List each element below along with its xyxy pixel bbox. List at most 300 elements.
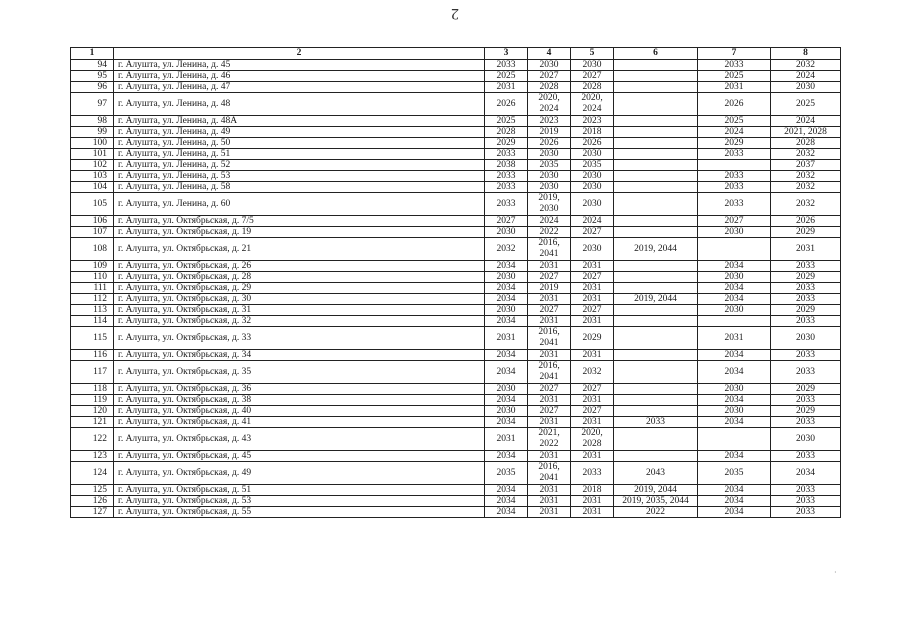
cell-col-5-year: 2018 bbox=[571, 127, 614, 138]
header-col-7: 7 bbox=[698, 48, 771, 60]
header-row bbox=[71, 48, 841, 60]
cell-address: г. Алушта, ул. Октябрьская, д. 34 bbox=[114, 350, 485, 361]
cell-col-8-year: 2030 bbox=[771, 428, 841, 451]
cell-col-8-year: 2033 bbox=[771, 496, 841, 507]
cell-col-7-year: 2033 bbox=[698, 149, 771, 160]
cell-col-8-year: 2030 bbox=[771, 327, 841, 350]
cell-col-3-year: 2033 bbox=[485, 193, 528, 216]
cell-address: г. Алушта, ул. Октябрьская, д. 31 bbox=[114, 305, 485, 316]
cell-address: г. Алушта, ул. Октябрьская, д. 33 bbox=[114, 327, 485, 350]
cell-col-3-year: 2031 bbox=[485, 327, 528, 350]
table-row bbox=[71, 60, 841, 71]
cell-address: г. Алушта, ул. Ленина, д. 45 bbox=[114, 60, 485, 71]
cell-col-8-year: 2033 bbox=[771, 395, 841, 406]
cell-row-number: 113 bbox=[71, 305, 114, 316]
cell-col-6-years bbox=[614, 182, 698, 193]
cell-col-6-years bbox=[614, 350, 698, 361]
cell-col-4-year: 2027 bbox=[528, 384, 571, 395]
cell-col-7-year: 2031 bbox=[698, 327, 771, 350]
cell-col-5-year: 2033 bbox=[571, 462, 614, 485]
cell-col-4-year: 2019 bbox=[528, 283, 571, 294]
cell-row-number: 116 bbox=[71, 350, 114, 361]
table-row bbox=[71, 227, 841, 238]
cell-col-3-year: 2030 bbox=[485, 406, 528, 417]
cell-col-7-year: 2034 bbox=[698, 283, 771, 294]
cell-col-4-year: 2031 bbox=[528, 350, 571, 361]
cell-col-8-year: 2033 bbox=[771, 451, 841, 462]
table-row bbox=[71, 82, 841, 93]
cell-col-4-year: 2030 bbox=[528, 149, 571, 160]
cell-col-8-year: 2025 bbox=[771, 93, 841, 116]
cell-col-8-year: 2033 bbox=[771, 294, 841, 305]
cell-row-number: 95 bbox=[71, 71, 114, 82]
cell-col-7-year: 2034 bbox=[698, 261, 771, 272]
cell-col-4-year: 2021, 2022 bbox=[528, 428, 571, 451]
cell-row-number: 104 bbox=[71, 182, 114, 193]
cell-col-5-year: 2030 bbox=[571, 182, 614, 193]
cell-col-5-year: 2030 bbox=[571, 171, 614, 182]
cell-row-number: 98 bbox=[71, 116, 114, 127]
cell-address: г. Алушта, ул. Октябрьская, д. 38 bbox=[114, 395, 485, 406]
cell-row-number: 107 bbox=[71, 227, 114, 238]
table-row bbox=[71, 182, 841, 193]
cell-col-4-year: 2023 bbox=[528, 116, 571, 127]
cell-col-7-year: 2034 bbox=[698, 361, 771, 384]
cell-address: г. Алушта, ул. Ленина, д. 47 bbox=[114, 82, 485, 93]
cell-col-6-years bbox=[614, 138, 698, 149]
cell-col-6-years bbox=[614, 261, 698, 272]
cell-col-7-year: 2033 bbox=[698, 171, 771, 182]
cell-col-6-years bbox=[614, 283, 698, 294]
cell-col-6-years: 2019, 2044 bbox=[614, 238, 698, 261]
cell-col-3-year: 2025 bbox=[485, 116, 528, 127]
table-row bbox=[71, 361, 841, 384]
cell-col-4-year: 2027 bbox=[528, 406, 571, 417]
cell-col-8-year: 2032 bbox=[771, 60, 841, 71]
header-col-3: 3 bbox=[485, 48, 528, 60]
cell-col-4-year: 2031 bbox=[528, 395, 571, 406]
cell-col-7-year: 2030 bbox=[698, 406, 771, 417]
cell-address: г. Алушта, ул. Октябрьская, д. 51 bbox=[114, 485, 485, 496]
table-row bbox=[71, 496, 841, 507]
cell-col-5-year: 2018 bbox=[571, 485, 614, 496]
cell-col-6-years bbox=[614, 93, 698, 116]
cell-col-3-year: 2031 bbox=[485, 428, 528, 451]
cell-col-4-year: 2019 bbox=[528, 127, 571, 138]
cell-col-4-year: 2031 bbox=[528, 507, 571, 518]
cell-col-3-year: 2034 bbox=[485, 283, 528, 294]
cell-row-number: 123 bbox=[71, 451, 114, 462]
cell-col-5-year: 2031 bbox=[571, 294, 614, 305]
cell-col-7-year: 2025 bbox=[698, 71, 771, 82]
cell-col-7-year: 2034 bbox=[698, 496, 771, 507]
cell-col-4-year: 2031 bbox=[528, 261, 571, 272]
cell-address: г. Алушта, ул. Октябрьская, д. 35 bbox=[114, 361, 485, 384]
cell-col-5-year: 2031 bbox=[571, 350, 614, 361]
cell-col-3-year: 2034 bbox=[485, 417, 528, 428]
cell-col-7-year: 2029 bbox=[698, 138, 771, 149]
cell-col-4-year: 2030 bbox=[528, 182, 571, 193]
cell-col-7-year: 2030 bbox=[698, 272, 771, 283]
table-row bbox=[71, 406, 841, 417]
cell-col-6-years bbox=[614, 327, 698, 350]
cell-col-8-year: 2029 bbox=[771, 272, 841, 283]
cell-col-6-years bbox=[614, 82, 698, 93]
cell-col-5-year: 2030 bbox=[571, 238, 614, 261]
cell-col-4-year: 2020, 2024 bbox=[528, 93, 571, 116]
cell-address: г. Алушта, ул. Октябрьская, д. 30 bbox=[114, 294, 485, 305]
cell-col-3-year: 2033 bbox=[485, 60, 528, 71]
cell-col-4-year: 2019, 2030 bbox=[528, 193, 571, 216]
cell-col-5-year: 2031 bbox=[571, 496, 614, 507]
cell-col-4-year: 2028 bbox=[528, 82, 571, 93]
cell-col-5-year: 2027 bbox=[571, 71, 614, 82]
cell-address: г. Алушта, ул. Октябрьская, д. 28 bbox=[114, 272, 485, 283]
cell-col-5-year: 2031 bbox=[571, 316, 614, 327]
cell-col-3-year: 2038 bbox=[485, 160, 528, 171]
cell-col-5-year: 2030 bbox=[571, 149, 614, 160]
cell-col-3-year: 2029 bbox=[485, 138, 528, 149]
cell-col-8-year: 2031 bbox=[771, 238, 841, 261]
cell-col-7-year: 2034 bbox=[698, 395, 771, 406]
table-row bbox=[71, 160, 841, 171]
cell-col-4-year: 2016, 2041 bbox=[528, 462, 571, 485]
cell-col-6-years bbox=[614, 428, 698, 451]
cell-col-3-year: 2034 bbox=[485, 451, 528, 462]
cell-col-5-year: 2026 bbox=[571, 138, 614, 149]
cell-col-8-year: 2030 bbox=[771, 82, 841, 93]
cell-col-5-year: 2032 bbox=[571, 361, 614, 384]
cell-col-8-year: 2029 bbox=[771, 384, 841, 395]
cell-col-3-year: 2032 bbox=[485, 238, 528, 261]
table-row bbox=[71, 171, 841, 182]
cell-row-number: 103 bbox=[71, 171, 114, 182]
cell-col-6-years bbox=[614, 149, 698, 160]
table-row bbox=[71, 216, 841, 227]
table-row bbox=[71, 93, 841, 116]
cell-row-number: 94 bbox=[71, 60, 114, 71]
cell-address: г. Алушта, ул. Октябрьская, д. 36 bbox=[114, 384, 485, 395]
header-col-8: 8 bbox=[771, 48, 841, 60]
cell-col-5-year: 2027 bbox=[571, 406, 614, 417]
cell-col-8-year: 2021, 2028 bbox=[771, 127, 841, 138]
cell-row-number: 126 bbox=[71, 496, 114, 507]
cell-address: г. Алушта, ул. Октябрьская, д. 53 bbox=[114, 496, 485, 507]
cell-col-5-year: 2020, 2024 bbox=[571, 93, 614, 116]
cell-address: г. Алушта, ул. Октябрьская, д. 40 bbox=[114, 406, 485, 417]
cell-col-4-year: 2031 bbox=[528, 485, 571, 496]
cell-col-3-year: 2030 bbox=[485, 272, 528, 283]
cell-col-8-year: 2034 bbox=[771, 462, 841, 485]
cell-col-5-year: 2031 bbox=[571, 451, 614, 462]
header-col-6: 6 bbox=[614, 48, 698, 60]
cell-col-4-year: 2031 bbox=[528, 316, 571, 327]
cell-row-number: 102 bbox=[71, 160, 114, 171]
header-col-2: 2 bbox=[114, 48, 485, 60]
cell-col-4-year: 2031 bbox=[528, 294, 571, 305]
cell-col-3-year: 2031 bbox=[485, 82, 528, 93]
cell-col-4-year: 2016, 2041 bbox=[528, 327, 571, 350]
cell-col-7-year: 2035 bbox=[698, 462, 771, 485]
cell-col-8-year: 2033 bbox=[771, 417, 841, 428]
cell-col-5-year: 2027 bbox=[571, 305, 614, 316]
cell-col-8-year: 2024 bbox=[771, 116, 841, 127]
cell-address: г. Алушта, ул. Октябрьская, д. 32 bbox=[114, 316, 485, 327]
table-row bbox=[71, 71, 841, 82]
table-row bbox=[71, 485, 841, 496]
table-body bbox=[71, 60, 841, 518]
cell-col-6-years: 2019, 2044 bbox=[614, 294, 698, 305]
cell-address: г. Алушта, ул. Октябрьская, д. 55 bbox=[114, 507, 485, 518]
cell-row-number: 117 bbox=[71, 361, 114, 384]
cell-row-number: 120 bbox=[71, 406, 114, 417]
cell-col-4-year: 2027 bbox=[528, 71, 571, 82]
cell-row-number: 119 bbox=[71, 395, 114, 406]
cell-col-5-year: 2031 bbox=[571, 261, 614, 272]
cell-col-3-year: 2034 bbox=[485, 316, 528, 327]
cell-row-number: 96 bbox=[71, 82, 114, 93]
cell-address: г. Алушта, ул. Ленина, д. 51 bbox=[114, 149, 485, 160]
cell-col-6-years bbox=[614, 316, 698, 327]
cell-col-3-year: 2026 bbox=[485, 93, 528, 116]
cell-address: г. Алушта, ул. Октябрьская, д. 21 bbox=[114, 238, 485, 261]
table-row bbox=[71, 138, 841, 149]
cell-col-3-year: 2033 bbox=[485, 149, 528, 160]
cell-col-7-year bbox=[698, 428, 771, 451]
cell-row-number: 121 bbox=[71, 417, 114, 428]
cell-col-4-year: 2024 bbox=[528, 216, 571, 227]
cell-col-3-year: 2033 bbox=[485, 182, 528, 193]
cell-col-3-year: 2034 bbox=[485, 294, 528, 305]
cell-col-4-year: 2030 bbox=[528, 60, 571, 71]
cell-col-5-year: 2027 bbox=[571, 227, 614, 238]
cell-col-6-years bbox=[614, 227, 698, 238]
cell-col-6-years bbox=[614, 71, 698, 82]
cell-col-7-year bbox=[698, 238, 771, 261]
cell-col-3-year: 2027 bbox=[485, 216, 528, 227]
cell-col-6-years: 2022 bbox=[614, 507, 698, 518]
table-row bbox=[71, 462, 841, 485]
cell-col-7-year: 2030 bbox=[698, 305, 771, 316]
table-row bbox=[71, 149, 841, 160]
header-col-5: 5 bbox=[571, 48, 614, 60]
cell-col-7-year: 2034 bbox=[698, 485, 771, 496]
table-row bbox=[71, 384, 841, 395]
table-row bbox=[71, 272, 841, 283]
cell-col-6-years bbox=[614, 361, 698, 384]
cell-address: г. Алушта, ул. Октябрьская, д. 26 bbox=[114, 261, 485, 272]
cell-col-7-year: 2030 bbox=[698, 384, 771, 395]
table-row bbox=[71, 327, 841, 350]
cell-col-5-year: 2023 bbox=[571, 116, 614, 127]
cell-col-8-year: 2033 bbox=[771, 485, 841, 496]
cell-row-number: 125 bbox=[71, 485, 114, 496]
cell-col-3-year: 2035 bbox=[485, 462, 528, 485]
cell-col-7-year: 2034 bbox=[698, 451, 771, 462]
cell-col-6-years: 2033 bbox=[614, 417, 698, 428]
cell-col-3-year: 2025 bbox=[485, 71, 528, 82]
table-row bbox=[71, 316, 841, 327]
table-row bbox=[71, 238, 841, 261]
table-row bbox=[71, 283, 841, 294]
cell-row-number: 109 bbox=[71, 261, 114, 272]
table-row bbox=[71, 294, 841, 305]
cell-row-number: 124 bbox=[71, 462, 114, 485]
cell-col-4-year: 2022 bbox=[528, 227, 571, 238]
cell-col-6-years bbox=[614, 216, 698, 227]
cell-col-8-year: 2026 bbox=[771, 216, 841, 227]
cell-col-4-year: 2031 bbox=[528, 451, 571, 462]
table-row bbox=[71, 417, 841, 428]
cell-col-6-years bbox=[614, 406, 698, 417]
scan-speck: · bbox=[834, 568, 837, 577]
cell-col-3-year: 2028 bbox=[485, 127, 528, 138]
cell-col-8-year: 2037 bbox=[771, 160, 841, 171]
cell-row-number: 97 bbox=[71, 93, 114, 116]
cell-col-3-year: 2030 bbox=[485, 227, 528, 238]
table-row bbox=[71, 261, 841, 272]
cell-col-5-year: 2029 bbox=[571, 327, 614, 350]
cell-row-number: 108 bbox=[71, 238, 114, 261]
cell-row-number: 101 bbox=[71, 149, 114, 160]
cell-col-7-year: 2026 bbox=[698, 93, 771, 116]
cell-col-5-year: 2030 bbox=[571, 193, 614, 216]
cell-row-number: 99 bbox=[71, 127, 114, 138]
cell-col-6-years bbox=[614, 272, 698, 283]
table-row bbox=[71, 116, 841, 127]
cell-col-7-year: 2033 bbox=[698, 182, 771, 193]
header-col-1: 1 bbox=[71, 48, 114, 60]
cell-address: г. Алушта, ул. Октябрьская, д. 43 bbox=[114, 428, 485, 451]
repair-schedule-table bbox=[70, 47, 841, 518]
cell-row-number: 100 bbox=[71, 138, 114, 149]
cell-address: г. Алушта, ул. Октябрьская, д. 49 bbox=[114, 462, 485, 485]
cell-col-6-years bbox=[614, 171, 698, 182]
cell-col-6-years: 2019, 2035, 2044 bbox=[614, 496, 698, 507]
cell-col-7-year: 2034 bbox=[698, 350, 771, 361]
cell-address: г. Алушта, ул. Ленина, д. 48 bbox=[114, 93, 485, 116]
cell-col-8-year: 2033 bbox=[771, 316, 841, 327]
cell-col-6-years: 2019, 2044 bbox=[614, 485, 698, 496]
cell-col-5-year: 2031 bbox=[571, 507, 614, 518]
cell-col-8-year: 2033 bbox=[771, 361, 841, 384]
cell-col-7-year bbox=[698, 160, 771, 171]
cell-col-4-year: 2031 bbox=[528, 496, 571, 507]
cell-col-3-year: 2033 bbox=[485, 171, 528, 182]
cell-address: г. Алушта, ул. Ленина, д. 53 bbox=[114, 171, 485, 182]
cell-col-7-year: 2033 bbox=[698, 60, 771, 71]
cell-col-5-year: 2027 bbox=[571, 384, 614, 395]
cell-address: г. Алушта, ул. Ленина, д. 48А bbox=[114, 116, 485, 127]
cell-col-4-year: 2016, 2041 bbox=[528, 238, 571, 261]
cell-col-3-year: 2030 bbox=[485, 305, 528, 316]
cell-col-6-years bbox=[614, 160, 698, 171]
cell-address: г. Алушта, ул. Ленина, д. 60 bbox=[114, 193, 485, 216]
cell-row-number: 118 bbox=[71, 384, 114, 395]
cell-col-7-year: 2034 bbox=[698, 417, 771, 428]
cell-row-number: 105 bbox=[71, 193, 114, 216]
cell-address: г. Алушта, ул. Октябрьская, д. 29 bbox=[114, 283, 485, 294]
table-row bbox=[71, 305, 841, 316]
cell-row-number: 111 bbox=[71, 283, 114, 294]
cell-col-5-year: 2030 bbox=[571, 60, 614, 71]
cell-col-3-year: 2034 bbox=[485, 361, 528, 384]
cell-col-8-year: 2032 bbox=[771, 171, 841, 182]
cell-address: г. Алушта, ул. Ленина, д. 58 bbox=[114, 182, 485, 193]
cell-address: г. Алушта, ул. Октябрьская, д. 45 bbox=[114, 451, 485, 462]
cell-col-4-year: 2031 bbox=[528, 417, 571, 428]
cell-col-6-years bbox=[614, 384, 698, 395]
cell-col-3-year: 2034 bbox=[485, 350, 528, 361]
cell-col-4-year: 2016, 2041 bbox=[528, 361, 571, 384]
table-row bbox=[71, 350, 841, 361]
cell-col-4-year: 2026 bbox=[528, 138, 571, 149]
cell-col-8-year: 2033 bbox=[771, 261, 841, 272]
cell-row-number: 114 bbox=[71, 316, 114, 327]
cell-col-8-year: 2033 bbox=[771, 350, 841, 361]
cell-col-8-year: 2032 bbox=[771, 182, 841, 193]
cell-address: г. Алушта, ул. Ленина, д. 49 bbox=[114, 127, 485, 138]
cell-col-6-years bbox=[614, 193, 698, 216]
cell-col-6-years bbox=[614, 305, 698, 316]
table-row bbox=[71, 451, 841, 462]
cell-col-4-year: 2027 bbox=[528, 272, 571, 283]
cell-col-5-year: 2031 bbox=[571, 417, 614, 428]
cell-col-8-year: 2032 bbox=[771, 193, 841, 216]
cell-col-6-years bbox=[614, 127, 698, 138]
cell-col-6-years bbox=[614, 395, 698, 406]
cell-col-8-year: 2024 bbox=[771, 71, 841, 82]
cell-col-4-year: 2027 bbox=[528, 305, 571, 316]
cell-col-4-year: 2035 bbox=[528, 160, 571, 171]
cell-col-6-years bbox=[614, 116, 698, 127]
cell-col-3-year: 2034 bbox=[485, 496, 528, 507]
cell-row-number: 112 bbox=[71, 294, 114, 305]
cell-col-5-year: 2035 bbox=[571, 160, 614, 171]
cell-col-7-year: 2034 bbox=[698, 294, 771, 305]
cell-col-8-year: 2029 bbox=[771, 406, 841, 417]
table-row bbox=[71, 507, 841, 518]
cell-col-3-year: 2034 bbox=[485, 507, 528, 518]
cell-col-3-year: 2034 bbox=[485, 261, 528, 272]
cell-col-5-year: 2027 bbox=[571, 272, 614, 283]
cell-col-7-year: 2031 bbox=[698, 82, 771, 93]
cell-col-8-year: 2032 bbox=[771, 149, 841, 160]
cell-col-8-year: 2028 bbox=[771, 138, 841, 149]
cell-col-7-year: 2027 bbox=[698, 216, 771, 227]
cell-col-5-year: 2024 bbox=[571, 216, 614, 227]
cell-col-7-year: 2024 bbox=[698, 127, 771, 138]
cell-col-5-year: 2031 bbox=[571, 395, 614, 406]
cell-row-number: 115 bbox=[71, 327, 114, 350]
cell-address: г. Алушта, ул. Октябрьская, д. 41 bbox=[114, 417, 485, 428]
cell-col-5-year: 2020, 2028 bbox=[571, 428, 614, 451]
cell-col-3-year: 2030 bbox=[485, 384, 528, 395]
cell-col-5-year: 2031 bbox=[571, 283, 614, 294]
cell-address: г. Алушта, ул. Ленина, д. 46 bbox=[114, 71, 485, 82]
table-row bbox=[71, 395, 841, 406]
cell-row-number: 110 bbox=[71, 272, 114, 283]
cell-address: г. Алушта, ул. Октябрьская, д. 19 bbox=[114, 227, 485, 238]
cell-col-6-years bbox=[614, 60, 698, 71]
cell-col-6-years: 2043 bbox=[614, 462, 698, 485]
cell-address: г. Алушта, ул. Ленина, д. 50 bbox=[114, 138, 485, 149]
cell-col-4-year: 2030 bbox=[528, 171, 571, 182]
cell-col-8-year: 2033 bbox=[771, 507, 841, 518]
cell-col-5-year: 2028 bbox=[571, 82, 614, 93]
cell-col-7-year: 2025 bbox=[698, 116, 771, 127]
cell-col-8-year: 2029 bbox=[771, 227, 841, 238]
